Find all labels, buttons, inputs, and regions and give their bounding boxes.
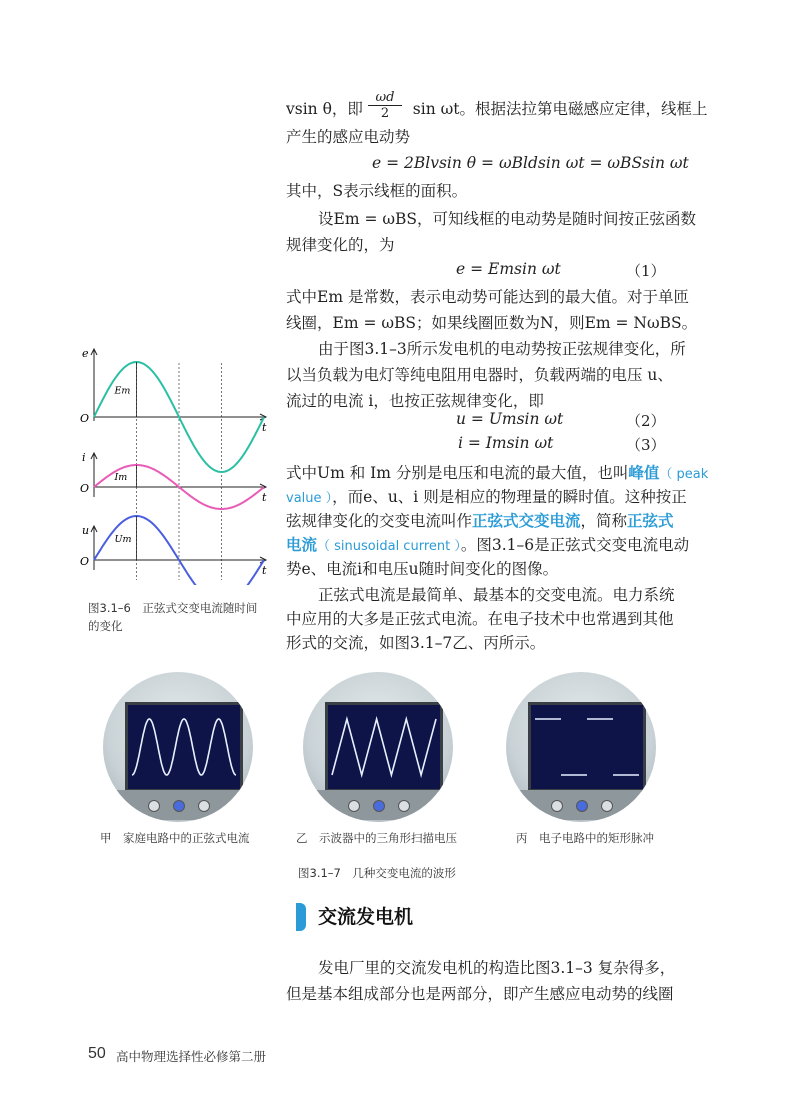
text-line: 其中，S表示线框的面积。: [286, 182, 468, 200]
line1-suffix: sin ωt。根据法拉第电磁感应定律，线框上: [412, 100, 708, 118]
origin-label: O: [80, 555, 90, 568]
section-title: 交流发电机: [318, 906, 414, 928]
page-number: 50: [88, 1045, 106, 1062]
t-axis-label: t: [262, 564, 267, 577]
equation-1-number: （1）: [626, 262, 666, 280]
origin-label: O: [80, 482, 90, 495]
fraction-denominator: 2: [380, 106, 390, 121]
peak-label-e: Em: [114, 385, 131, 397]
photo-caption-sine: 甲 家庭电路中的正弦式电流: [100, 831, 250, 845]
figure-3-1-6-caption-line2: 的变化: [88, 619, 123, 633]
t-axis-label: t: [262, 491, 267, 504]
oscilloscope-photo-sine: [103, 672, 253, 822]
text-line: 式中Em 是常数，表示电动势可能达到的最大值。对于单匝: [286, 288, 689, 306]
term-sinusoidal-ac: 正弦式交变电流: [472, 512, 581, 530]
axis-label-u: u: [82, 524, 90, 537]
line-text: ，简称: [580, 512, 628, 530]
oscilloscope-photo-triangle: [303, 672, 453, 822]
text-line: [286, 96, 708, 122]
triangle-waveform: [328, 705, 440, 789]
sine-trace: [132, 719, 236, 775]
text-line: 发电厂里的交流发电机的构造比图3.1–3 复杂得多，: [318, 959, 676, 977]
figure-3-1-6-caption-line1: 图3.1–6 正弦式交变电流随时间: [88, 601, 258, 615]
equation-1: e = Emsin ωt: [456, 260, 561, 278]
text-line: 正弦式电流是最简单、最基本的交变电流。电力系统: [318, 586, 675, 604]
axis-label-e: e: [82, 347, 89, 360]
t-axis-label: t: [262, 421, 267, 434]
equation-3: i = Imsin ωt: [458, 434, 554, 452]
fraction-numerator: ωd: [368, 90, 402, 106]
fraction: [368, 90, 402, 121]
peak-label-u: Um: [114, 534, 132, 545]
equation-2-number: （2）: [626, 412, 666, 430]
term-peak: 峰值: [628, 464, 660, 482]
equation-3-number: （3）: [626, 436, 666, 454]
text-line: 规律变化的，为: [286, 236, 395, 254]
text-line: 线圈，Em = ωBS；如果线圈匝数为N，则Em = NωBS。: [286, 314, 698, 332]
square-trace: [535, 719, 639, 775]
text-line: 但是基本组成部分也是两部分，即产生感应电动势的线圈: [286, 985, 674, 1003]
sine-waveform: [128, 705, 240, 789]
figure-3-1-7-caption: 图3.1–7 几种交变电流的波形: [298, 866, 456, 880]
text-line: 由于图3.1–3所示发电机的电动势按正弦规律变化，所: [318, 340, 686, 358]
axis-label-i: i: [82, 451, 86, 464]
photo-caption-square: 丙 电子电路中的矩形脉冲: [516, 831, 654, 845]
text-line: 设Em = ωBS，可知线框的电动势是随时间按正弦函数: [318, 210, 697, 228]
line-text: 。图3.1–6是正弦式交变电流电动: [460, 536, 690, 554]
line-text: ，而e、u、i 则是相应的物理量的瞬时值。这种按正: [332, 488, 687, 506]
waveform-u: [94, 516, 264, 585]
photo-caption-triangle: 乙 示波器中的三角形扫描电压: [296, 831, 457, 845]
text-line: 势e、电流i和电压u随时间变化的图像。: [286, 560, 559, 578]
text-line: [286, 508, 674, 534]
section-marker-icon: [296, 903, 306, 931]
text-line: 产生的感应电动势: [286, 128, 411, 146]
book-title: 高中物理选择性必修第二册: [116, 1049, 267, 1064]
term-short: 正弦式: [627, 512, 674, 530]
text-line: 以当负载为电灯等纯电阻用电器时，负载两端的电压 u、: [286, 366, 673, 384]
term-short-cont: 电流: [286, 536, 318, 554]
triangle-trace: [332, 719, 436, 775]
term-peak-english-cont: value ）: [286, 491, 333, 506]
line-text: 式中Um 和 Im 分别是电压和电流的最大值，也叫: [286, 464, 629, 482]
origin-label: O: [80, 412, 90, 425]
term-peak-english: （ peak: [659, 467, 709, 482]
text-line: 流过的电流 i，也按正弦规律变化，即: [286, 392, 544, 410]
text-line: 中应用的大多是正弦式电流。在电子技术中也常遇到其他: [286, 610, 674, 628]
line1-prefix: vsin θ，即: [286, 100, 363, 118]
peak-label-i: Im: [114, 472, 128, 483]
term-sinusoidal-english: （ sinusoidal current ）: [317, 539, 461, 554]
oscilloscope-photo-square: [506, 672, 656, 822]
equation-2: u = Umsin ωt: [456, 410, 564, 428]
figure-3-1-6-graphs: [76, 345, 276, 585]
square-waveform: [531, 705, 643, 789]
line-text: 弦规律变化的交变电流叫作: [286, 512, 473, 530]
text-line: 形式的交流，如图3.1–7乙、丙所示。: [286, 634, 546, 652]
equation-emf: e = 2Blvsin θ = ωBldsin ωt = ωBSsin ωt: [372, 154, 689, 172]
